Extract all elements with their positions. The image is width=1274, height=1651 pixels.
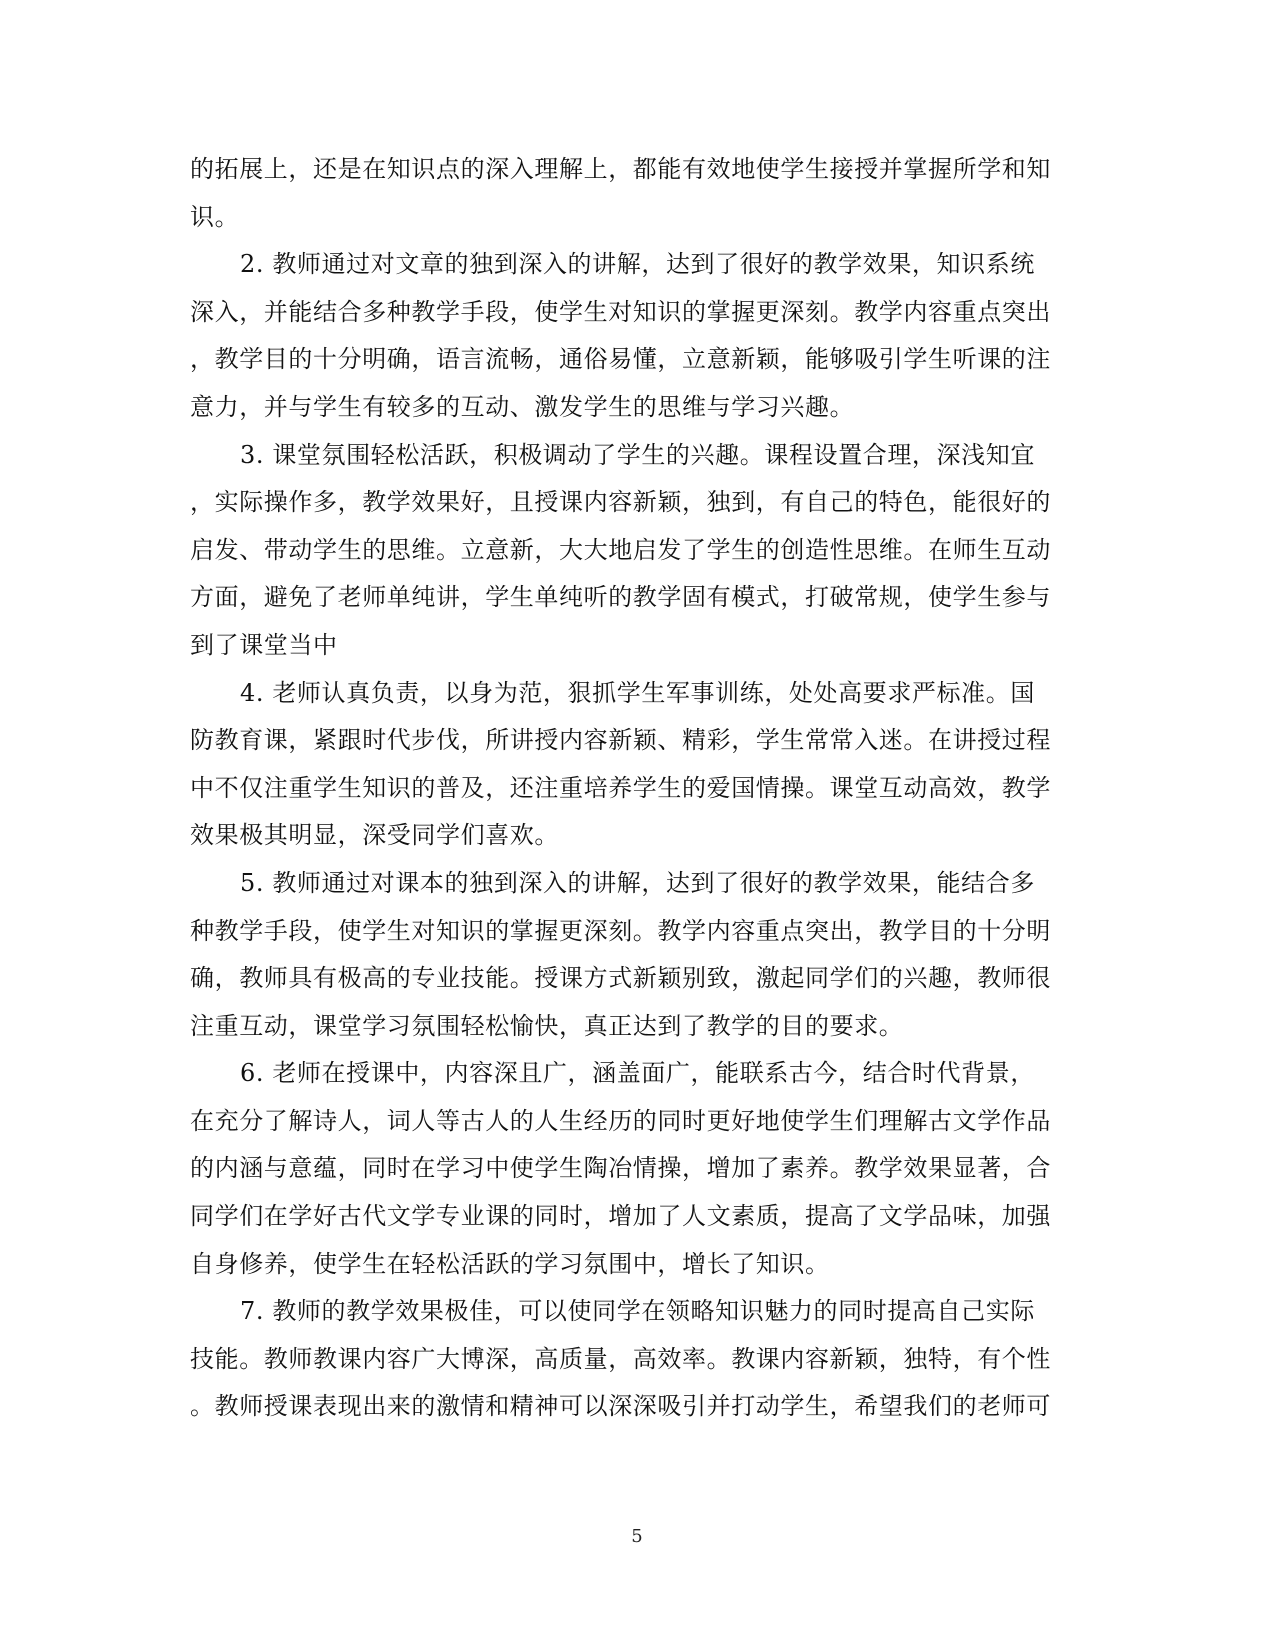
- paragraph-6-start: 6. 老师在授课中，内容深且广，涵盖面广，能联系古今，结合时代背景，: [240, 1059, 1035, 1088]
- text-line: 同学们在学好古代文学专业课的同时，增加了人文素质，提高了文学品味，加强: [190, 1202, 1051, 1231]
- text-line: 识。: [190, 202, 240, 231]
- text-line: 启发、带动学生的思维。立意新，大大地启发了学生的创造性思维。在师生互动: [190, 535, 1051, 564]
- text-line: 自身修养，使学生在轻松活跃的学习氛围中，增长了知识。: [190, 1249, 830, 1278]
- text-line: 种教学手段，使学生对知识的掌握更深刻。教学内容重点突出，教学目的十分明: [190, 916, 1051, 945]
- text-line: 技能。教师教课内容广大博深，高质量，高效率。教课内容新颖，独特，有个性: [190, 1344, 1051, 1373]
- paragraph-2-start: 2. 教师通过对文章的独到深入的讲解，达到了很好的教学效果，知识系统: [240, 250, 1035, 279]
- text-line: 防教育课，紧跟时代步伐，所讲授内容新颖、精彩，学生常常入迷。在讲授过程: [190, 726, 1051, 755]
- page-number: 5: [631, 1526, 643, 1547]
- text-line: 到了课堂当中: [190, 630, 338, 659]
- text-line: ，教学目的十分明确，语言流畅，通俗易懂，立意新颖，能够吸引学生听课的注: [190, 345, 1051, 374]
- text-line: ，实际操作多，教学效果好，且授课内容新颖，独到，有自己的特色，能很好的: [190, 488, 1051, 517]
- paragraph-5-start: 5. 教师通过对课本的独到深入的讲解，达到了很好的教学效果，能结合多: [240, 868, 1035, 897]
- paragraph-4-start: 4. 老师认真负责，以身为范，狠抓学生军事训练，处处高要求严标准。国: [240, 678, 1035, 707]
- text-line: 在充分了解诗人，词人等古人的人生经历的同时更好地使学生们理解古文学作品: [190, 1106, 1051, 1135]
- text-line: 注重互动，课堂学习氛围轻松愉快，真正达到了教学的目的要求。: [190, 1011, 904, 1040]
- text-line: 意力，并与学生有较多的互动、激发学生的思维与学习兴趣。: [190, 392, 855, 421]
- body-text: [190, 146, 1070, 1431]
- text-line: 效果极其明显，深受同学们喜欢。: [190, 821, 559, 850]
- text-line: 的内涵与意蕴，同时在学习中使学生陶冶情操，增加了素养。教学效果显著，合: [190, 1154, 1051, 1183]
- text-line: 的拓展上，还是在知识点的深入理解上，都能有效地使学生接授并掌握所学和知: [190, 155, 1051, 183]
- paragraph-3-start: 3. 课堂氛围轻松活跃，积极调动了学生的兴趣。课程设置合理，深浅知宜: [240, 440, 1035, 469]
- text-line: 确，教师具有极高的专业技能。授课方式新颖别致，激起同学们的兴趣，教师很: [190, 964, 1051, 993]
- text-line: 中不仅注重学生知识的普及，还注重培养学生的爱国情操。课堂互动高效，教学: [190, 773, 1051, 802]
- text-line: 方面，避免了老师单纯讲，学生单纯听的教学固有模式，打破常规，使学生参与: [190, 583, 1051, 612]
- text-line: 。教师授课表现出来的激情和精神可以深深吸引并打动学生，希望我们的老师可: [190, 1392, 1051, 1421]
- text-line: 深入，并能结合多种教学手段，使学生对知识的掌握更深刻。教学内容重点突出: [190, 297, 1051, 326]
- paragraph-7-start: 7. 教师的教学效果极佳，可以使同学在领略知识魅力的同时提高自己实际: [240, 1297, 1035, 1326]
